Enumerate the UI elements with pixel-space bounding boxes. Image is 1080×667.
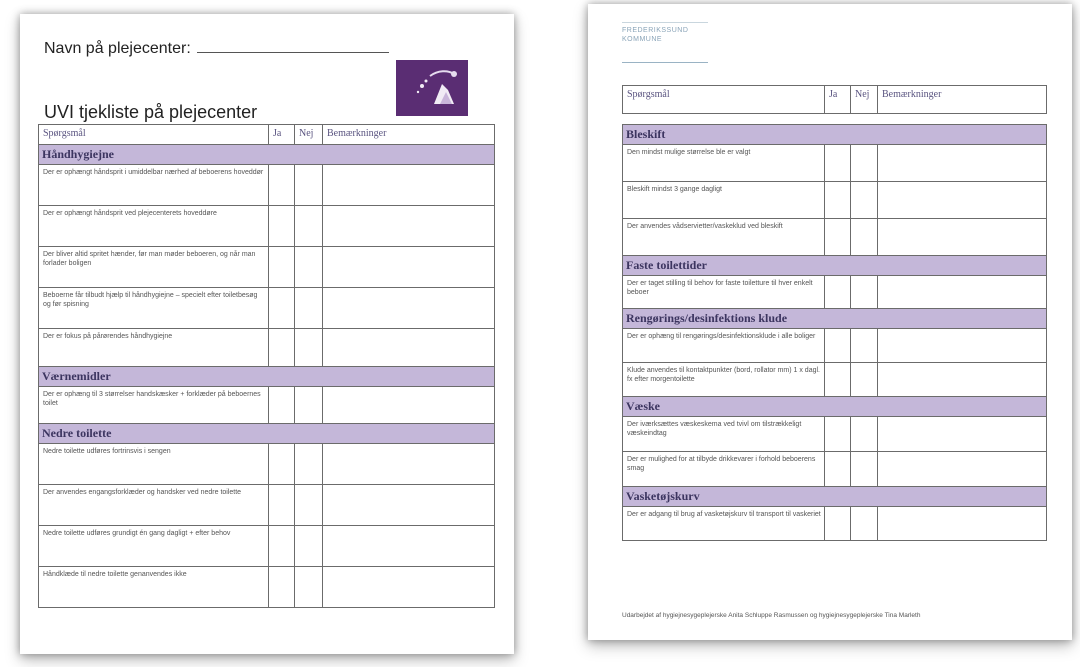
yes-checkbox-cell[interactable] (825, 452, 851, 487)
section-title: Håndhygiejne (39, 145, 495, 165)
table-row (39, 444, 495, 485)
section-header-row (39, 424, 495, 444)
question-cell: Der anvendes vådservietter/vaskeklud ved bleskift (623, 219, 825, 256)
page-footer: Udarbejdet af hygiejnesygeplejerske Anita Schluppe Rasmussen og hygiejnesygeplejerske Tina Marleth (622, 612, 921, 619)
checklist-page-1 (20, 14, 514, 654)
yes-checkbox-cell[interactable] (269, 485, 295, 526)
remarks-cell[interactable] (323, 567, 495, 608)
yes-checkbox-cell[interactable] (269, 387, 295, 424)
table-header-row (39, 125, 495, 145)
remarks-cell[interactable] (323, 206, 495, 247)
question-cell: Der bliver altid spritet hænder, før man møder beboeren, og når man forlader boligen (39, 247, 269, 288)
remarks-cell[interactable] (323, 444, 495, 485)
no-checkbox-cell[interactable] (295, 206, 323, 247)
header-no: Nej (295, 125, 323, 145)
header-yes: Ja (825, 86, 851, 114)
yes-checkbox-cell[interactable] (269, 165, 295, 206)
no-checkbox-cell[interactable] (851, 182, 878, 219)
municipality-logo-line-1: FREDERIKSSUND (622, 27, 689, 34)
header-remarks: Bemærkninger (323, 125, 495, 145)
no-checkbox-cell[interactable] (295, 444, 323, 485)
yes-checkbox-cell[interactable] (825, 276, 851, 309)
checklist-table-2 (622, 85, 1047, 541)
remarks-cell[interactable] (323, 526, 495, 567)
question-cell: Nedre toilette udføres grundigt én gang dagligt + efter behov (39, 526, 269, 567)
remarks-cell[interactable] (878, 363, 1047, 397)
section-title: Væske (623, 397, 1047, 417)
yes-checkbox-cell[interactable] (269, 567, 295, 608)
care-center-name-field (44, 38, 389, 58)
header-yes: Ja (269, 125, 295, 145)
table-row (623, 276, 1047, 309)
remarks-cell[interactable] (323, 485, 495, 526)
no-checkbox-cell[interactable] (851, 276, 878, 309)
remarks-cell[interactable] (323, 288, 495, 329)
organization-logo (396, 60, 468, 116)
remarks-cell[interactable] (323, 329, 495, 367)
no-checkbox-cell[interactable] (851, 145, 878, 182)
no-checkbox-cell[interactable] (851, 417, 878, 452)
yes-checkbox-cell[interactable] (269, 329, 295, 367)
question-cell: Der er ophængt håndsprit i umiddelbar nærhed af beboerens hoveddør (39, 165, 269, 206)
question-cell: Der er fokus på pårørendes håndhygiejne (39, 329, 269, 367)
table-row (39, 526, 495, 567)
table-row (39, 567, 495, 608)
remarks-cell[interactable] (323, 165, 495, 206)
header-remarks: Bemærkninger (878, 86, 1047, 114)
no-checkbox-cell[interactable] (851, 452, 878, 487)
table-row (39, 206, 495, 247)
section-title: Faste toilettider (623, 256, 1047, 276)
yes-checkbox-cell[interactable] (825, 219, 851, 256)
remarks-cell[interactable] (878, 507, 1047, 541)
municipality-logo-line-2: KOMMUNE (622, 36, 663, 43)
no-checkbox-cell[interactable] (851, 363, 878, 397)
no-checkbox-cell[interactable] (851, 219, 878, 256)
table-row (39, 387, 495, 424)
no-checkbox-cell[interactable] (851, 507, 878, 541)
table-row (623, 145, 1047, 182)
no-checkbox-cell[interactable] (295, 329, 323, 367)
yes-checkbox-cell[interactable] (269, 444, 295, 485)
remarks-cell[interactable] (878, 417, 1047, 452)
section-title: Nedre toilette (39, 424, 495, 444)
no-checkbox-cell[interactable] (295, 247, 323, 288)
question-cell: Håndklæde til nedre toilette genanvendes ikke (39, 567, 269, 608)
yes-checkbox-cell[interactable] (825, 417, 851, 452)
yes-checkbox-cell[interactable] (825, 182, 851, 219)
remarks-cell[interactable] (878, 219, 1047, 256)
no-checkbox-cell[interactable] (295, 288, 323, 329)
yes-checkbox-cell[interactable] (269, 288, 295, 329)
header-question: Spørgsmål (39, 125, 269, 145)
question-cell: Den mindst mulige størrelse ble er valgt (623, 145, 825, 182)
table-gap-row (623, 114, 1047, 125)
table-row (623, 452, 1047, 487)
section-title: Bleskift (623, 125, 1047, 145)
checklist-title: UVI tjekliste på plejecenter (44, 102, 258, 122)
section-header-row (623, 125, 1047, 145)
table-row (39, 485, 495, 526)
section-title: Vasketøjskurv (623, 487, 1047, 507)
care-center-name-blank-line (197, 38, 389, 53)
question-cell: Der er ophæng til 3 størrelser handskæsker + forklæder på beboernes toilet (39, 387, 269, 424)
yes-checkbox-cell[interactable] (825, 145, 851, 182)
question-cell: Klude anvendes til kontaktpunkter (bord, rollator mm) 1 x dagl. fx efter morgentoilette (623, 363, 825, 397)
section-title: Rengørings/desinfektions klude (623, 309, 1047, 329)
table-row (623, 363, 1047, 397)
table-row (39, 165, 495, 206)
section-header-row (39, 367, 495, 387)
municipality-logo (622, 26, 688, 44)
table-row (623, 329, 1047, 363)
remarks-cell[interactable] (878, 182, 1047, 219)
remarks-cell[interactable] (878, 276, 1047, 309)
yes-checkbox-cell[interactable] (825, 329, 851, 363)
table-row (39, 247, 495, 288)
table-row (623, 219, 1047, 256)
checklist-page-2 (588, 4, 1072, 640)
yes-checkbox-cell[interactable] (825, 507, 851, 541)
section-header-row (623, 256, 1047, 276)
table-row (39, 288, 495, 329)
table-row (623, 417, 1047, 452)
table-gap-cell (623, 114, 1047, 125)
question-cell: Bleskift mindst 3 gange dagligt (623, 182, 825, 219)
municipality-logo-top-rule (622, 22, 708, 23)
section-header-row (623, 309, 1047, 329)
no-checkbox-cell[interactable] (851, 329, 878, 363)
table-header-row (623, 86, 1047, 114)
question-cell: Der er adgang til brug af vasketøjskurv til transport til vaskeriet (623, 507, 825, 541)
yes-checkbox-cell[interactable] (825, 363, 851, 397)
section-title: Værnemidler (39, 367, 495, 387)
table-row (39, 329, 495, 367)
yes-checkbox-cell[interactable] (269, 526, 295, 567)
remarks-cell[interactable] (878, 145, 1047, 182)
yes-checkbox-cell[interactable] (269, 247, 295, 288)
section-header-row (39, 145, 495, 165)
no-checkbox-cell[interactable] (295, 526, 323, 567)
no-checkbox-cell[interactable] (295, 567, 323, 608)
question-cell: Nedre toilette udføres fortrinsvis i sengen (39, 444, 269, 485)
section-header-row (623, 397, 1047, 417)
header-question: Spørgsmål (623, 86, 825, 114)
remarks-cell[interactable] (323, 387, 495, 424)
section-header-row (623, 487, 1047, 507)
question-cell: Der iværksættes væskeskema ved tvivl om tilstrækkeligt væskeindtag (623, 417, 825, 452)
no-checkbox-cell[interactable] (295, 387, 323, 424)
remarks-cell[interactable] (323, 247, 495, 288)
question-cell: Der er taget stilling til behov for faste toiletture til hver enkelt beboer (623, 276, 825, 309)
checklist-table-1 (38, 124, 495, 608)
question-cell: Der anvendes engangsforklæder og handsker ved nedre toilette (39, 485, 269, 526)
no-checkbox-cell[interactable] (295, 485, 323, 526)
question-cell: Der er ophæng til rengørings/desinfektionsklude i alle boliger (623, 329, 825, 363)
care-center-name-label: Navn på plejecenter: (44, 40, 191, 57)
table-row (623, 182, 1047, 219)
municipality-logo-rule (622, 62, 708, 63)
no-checkbox-cell[interactable] (295, 165, 323, 206)
question-cell: Beboerne får tilbudt hjælp til håndhygiejne – specielt efter toiletbesøg og før spisning (39, 288, 269, 329)
header-no: Nej (851, 86, 878, 114)
table-row (623, 507, 1047, 541)
question-cell: Der er mulighed for at tilbyde drikkevarer i forhold beboerens smag (623, 452, 825, 487)
remarks-cell[interactable] (878, 452, 1047, 487)
yes-checkbox-cell[interactable] (269, 206, 295, 247)
question-cell: Der er ophængt håndsprit ved plejecenterets hoveddøre (39, 206, 269, 247)
remarks-cell[interactable] (878, 329, 1047, 363)
